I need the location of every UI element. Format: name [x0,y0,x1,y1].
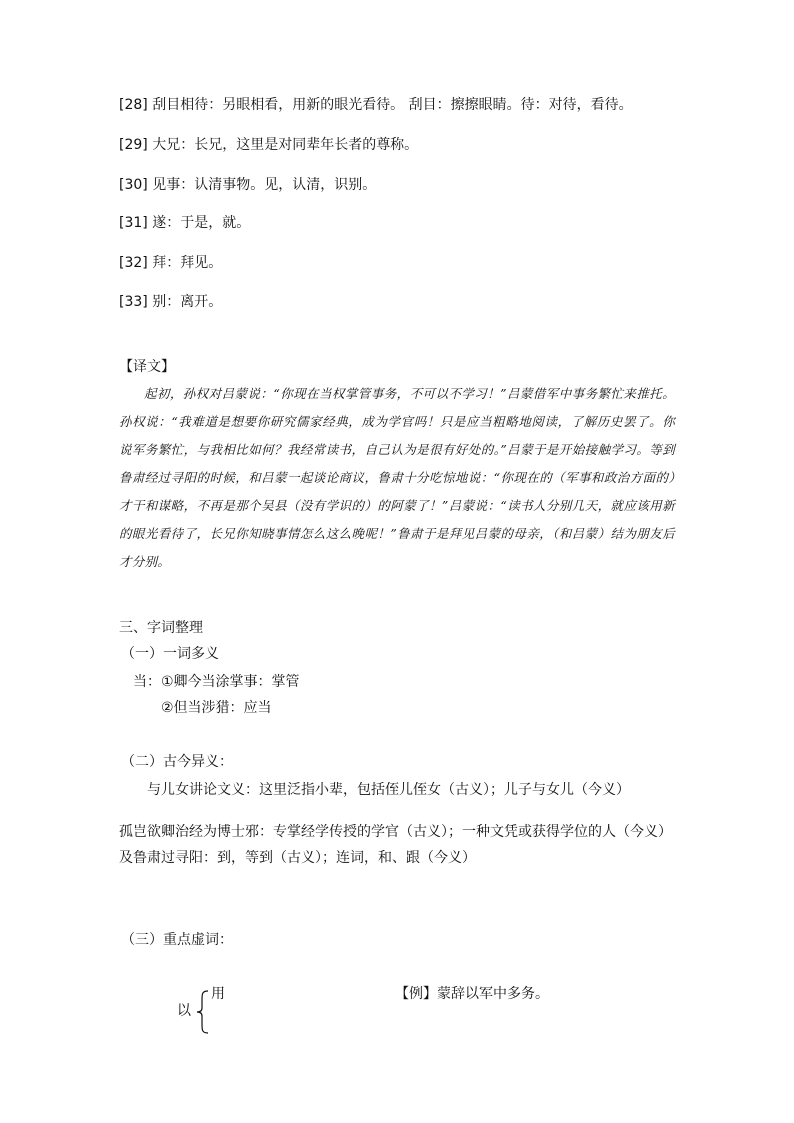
note-29: [29] 大兄：长兄，这里是对同辈年长者的尊称。 [119,137,419,153]
ancient-modern-line-3: 及鲁肃过寻阳：到，等到（古义）；连词，和、跟（今义） [119,850,476,866]
polysemy-line-2: ②但当涉猎：应当 [161,700,272,716]
note-31: [31] 遂：于是，就。 [119,215,251,231]
subsection-particles-title: （三）重点虚词： [121,932,233,948]
note-28: [28] 刮目相待：另眼相看，用新的眼光看待。 刮目：擦擦眼睛。待：对待，看待。 [119,97,633,113]
note-30: [30] 见事：认清事物。见，认清，识别。 [119,177,377,193]
section-title: 三、字词整理 [119,620,203,636]
subsection-polysemy-title: （一）一词多义 [121,646,219,662]
translation-text: 起初，孙权对吕蒙说：“你现在当权掌管事务，不可以不学习！”吕蒙借军中事务繁忙来推托。孙权说：“我难道是想要你研究儒家经典，成为学官吗！只是应当粗略地阅读，了解历史罢了。你说军务繁忙，与我相比如何？我经常读书，自己认为是很有好处的。”吕蒙于是开始接触学习。等到鲁肃经过寻阳的时候，和吕蒙一起谈论商议，鲁肃十分吃惊地说：“你现在的（军事和政治方面的）才干和谋略，不再是那个吴县（没有学识的）的阿蒙了！”吕蒙说：“读书人分别几天，就应该用新的眼光看待了，长兄你知晓事情怎么这么晚呢！”鲁肃于是拜见吕蒙的母亲，（和吕蒙）结为朋友后才分别。 [119,386,675,569]
ancient-modern-line-1: 与儿女讲论文义：这里泛指小辈，包括侄儿侄女（古义）；儿子与女儿（今义） [147,782,630,798]
brace-icon [196,990,210,1034]
note-33: [33] 别：离开。 [119,294,223,310]
particle-example: 【例】蒙辞以军中多务。 [395,986,549,1002]
subsection-ancient-modern-title: （二）古今异义： [121,754,233,770]
particle-meaning: 用 [211,986,225,1002]
polysemy-line-1: 当：①卿今当涂掌事：掌管 [133,674,300,690]
translation-body [119,380,675,576]
note-32: [32] 拜：拜见。 [119,255,223,271]
ancient-modern-line-2: 孤岂欲卿治经为博士邪：专掌经学传授的学官（古义）；一种文凭或获得学位的人（今义） [119,824,672,840]
particle-char: 以 [177,1003,191,1019]
translation-heading: 【译文】 [119,359,175,375]
